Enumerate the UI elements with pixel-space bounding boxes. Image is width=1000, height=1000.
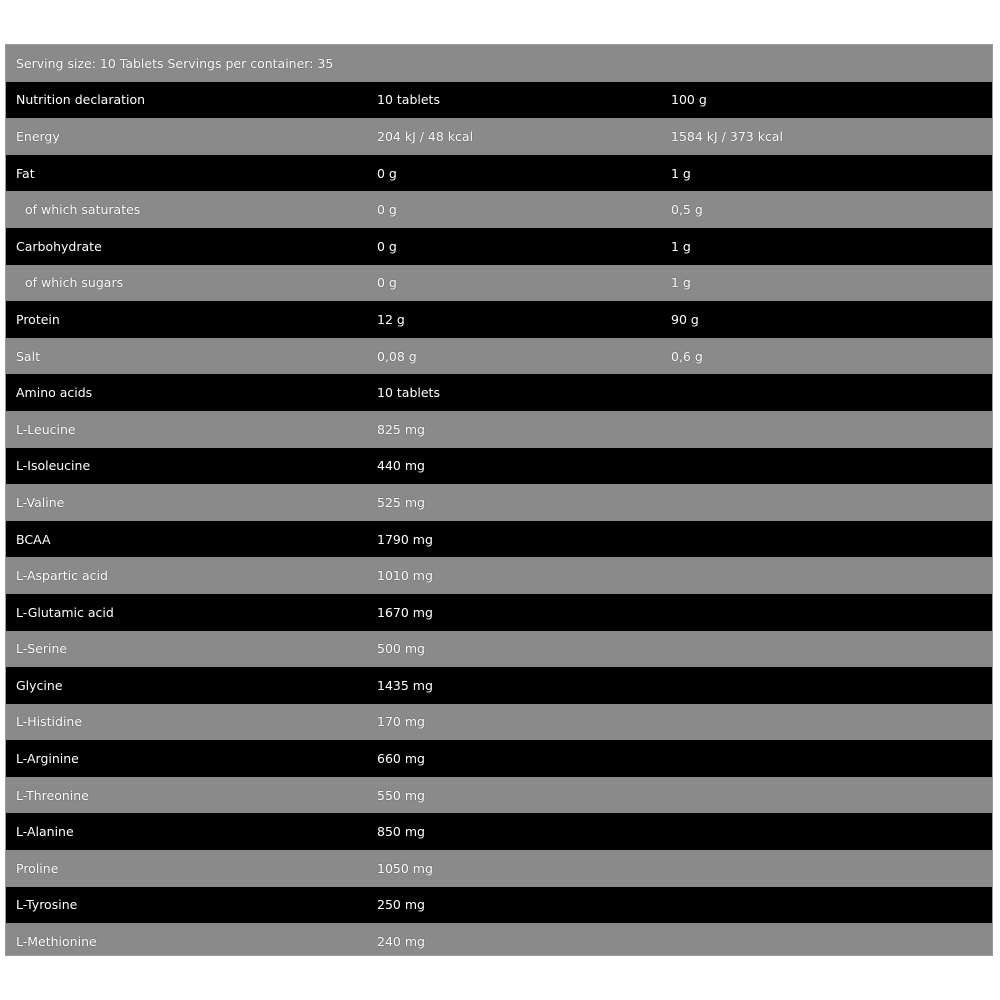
serving-size-text: Serving size: 10 Tablets Servings per container: 35 bbox=[16, 55, 334, 71]
nutrient-label: Fat bbox=[16, 165, 35, 181]
nutrient-label: L-Isoleucine bbox=[16, 458, 91, 474]
table-row bbox=[6, 301, 992, 338]
per-serving-value: 10 tablets bbox=[377, 92, 440, 108]
table-row bbox=[6, 850, 992, 887]
nutrient-label: L-Histidine bbox=[16, 714, 83, 730]
per-serving-value: 0 g bbox=[377, 202, 397, 218]
table-row bbox=[6, 777, 992, 814]
nutrient-label: Protein bbox=[16, 311, 60, 327]
nutrient-label: Nutrition declaration bbox=[16, 92, 146, 108]
per-serving-value: 850 mg bbox=[377, 824, 425, 840]
per-serving-value: 1010 mg bbox=[377, 568, 433, 584]
per-serving-value: 525 mg bbox=[377, 494, 425, 510]
per-100g-value: 0,5 g bbox=[671, 202, 703, 218]
per-serving-value: 0,08 g bbox=[377, 348, 417, 364]
table-row bbox=[6, 374, 992, 411]
per-serving-value: 12 g bbox=[377, 311, 405, 327]
nutrient-label: L-Leucine bbox=[16, 421, 76, 437]
nutrient-label: Energy bbox=[16, 128, 60, 144]
per-100g-value: 1584 kJ / 373 kcal bbox=[671, 128, 783, 144]
per-serving-value: 10 tablets bbox=[377, 385, 440, 401]
table-row bbox=[6, 594, 992, 631]
per-serving-value: 550 mg bbox=[377, 787, 425, 803]
nutrient-label: Carbohydrate bbox=[16, 238, 102, 254]
per-serving-value: 1050 mg bbox=[377, 860, 433, 876]
table-body bbox=[6, 82, 992, 956]
table-row bbox=[6, 155, 992, 192]
table-row bbox=[6, 631, 992, 668]
per-serving-value: 170 mg bbox=[377, 714, 425, 730]
per-serving-value: 660 mg bbox=[377, 751, 425, 767]
table-row bbox=[6, 411, 992, 448]
nutrient-label: L-Glutamic acid bbox=[16, 604, 114, 620]
table-row bbox=[6, 521, 992, 558]
per-serving-value: 1435 mg bbox=[377, 677, 433, 693]
per-serving-value: 825 mg bbox=[377, 421, 425, 437]
per-100g-value: 1 g bbox=[671, 275, 691, 291]
nutrient-label: L-Alanine bbox=[16, 824, 74, 840]
per-100g-value: 1 g bbox=[671, 165, 691, 181]
nutrient-label: L-Threonine bbox=[16, 787, 89, 803]
per-100g-value: 1 g bbox=[671, 238, 691, 254]
table-row bbox=[6, 704, 992, 741]
table-row bbox=[6, 667, 992, 704]
per-serving-value: 1790 mg bbox=[377, 531, 433, 547]
nutrient-label: BCAA bbox=[16, 531, 51, 547]
table-row bbox=[6, 923, 992, 956]
table-row bbox=[6, 557, 992, 594]
nutrient-label: Salt bbox=[16, 348, 40, 364]
table-row bbox=[6, 448, 992, 485]
table-row bbox=[6, 228, 992, 265]
table-row bbox=[6, 887, 992, 924]
per-serving-value: 0 g bbox=[377, 165, 397, 181]
serving-size-row bbox=[6, 45, 992, 82]
nutrition-table bbox=[5, 44, 993, 956]
table-row bbox=[6, 118, 992, 155]
per-serving-value: 240 mg bbox=[377, 934, 425, 950]
table-row bbox=[6, 338, 992, 375]
nutrient-label: L-Methionine bbox=[16, 934, 97, 950]
nutrient-label: Proline bbox=[16, 860, 59, 876]
nutrient-label: L-Aspartic acid bbox=[16, 568, 108, 584]
table-row bbox=[6, 191, 992, 228]
table-row bbox=[6, 484, 992, 521]
nutrient-label: L-Valine bbox=[16, 494, 65, 510]
nutrient-label: of which saturates bbox=[25, 202, 141, 218]
table-row bbox=[6, 813, 992, 850]
per-serving-value: 1670 mg bbox=[377, 604, 433, 620]
per-serving-value: 440 mg bbox=[377, 458, 425, 474]
nutrient-label: Amino acids bbox=[16, 385, 93, 401]
nutrient-label: L-Tyrosine bbox=[16, 897, 78, 913]
per-100g-value: 0,6 g bbox=[671, 348, 703, 364]
per-serving-value: 204 kJ / 48 kcal bbox=[377, 128, 474, 144]
per-serving-value: 250 mg bbox=[377, 897, 425, 913]
nutrient-label: L-Arginine bbox=[16, 751, 79, 767]
per-serving-value: 0 g bbox=[377, 238, 397, 254]
table-row bbox=[6, 265, 992, 302]
nutrient-label: of which sugars bbox=[25, 275, 124, 291]
per-serving-value: 0 g bbox=[377, 275, 397, 291]
nutrient-label: L-Serine bbox=[16, 641, 68, 657]
per-serving-value: 500 mg bbox=[377, 641, 425, 657]
per-100g-value: 100 g bbox=[671, 92, 707, 108]
table-row bbox=[6, 740, 992, 777]
nutrient-label: Glycine bbox=[16, 677, 63, 693]
table-row bbox=[6, 82, 992, 119]
per-100g-value: 90 g bbox=[671, 311, 699, 327]
